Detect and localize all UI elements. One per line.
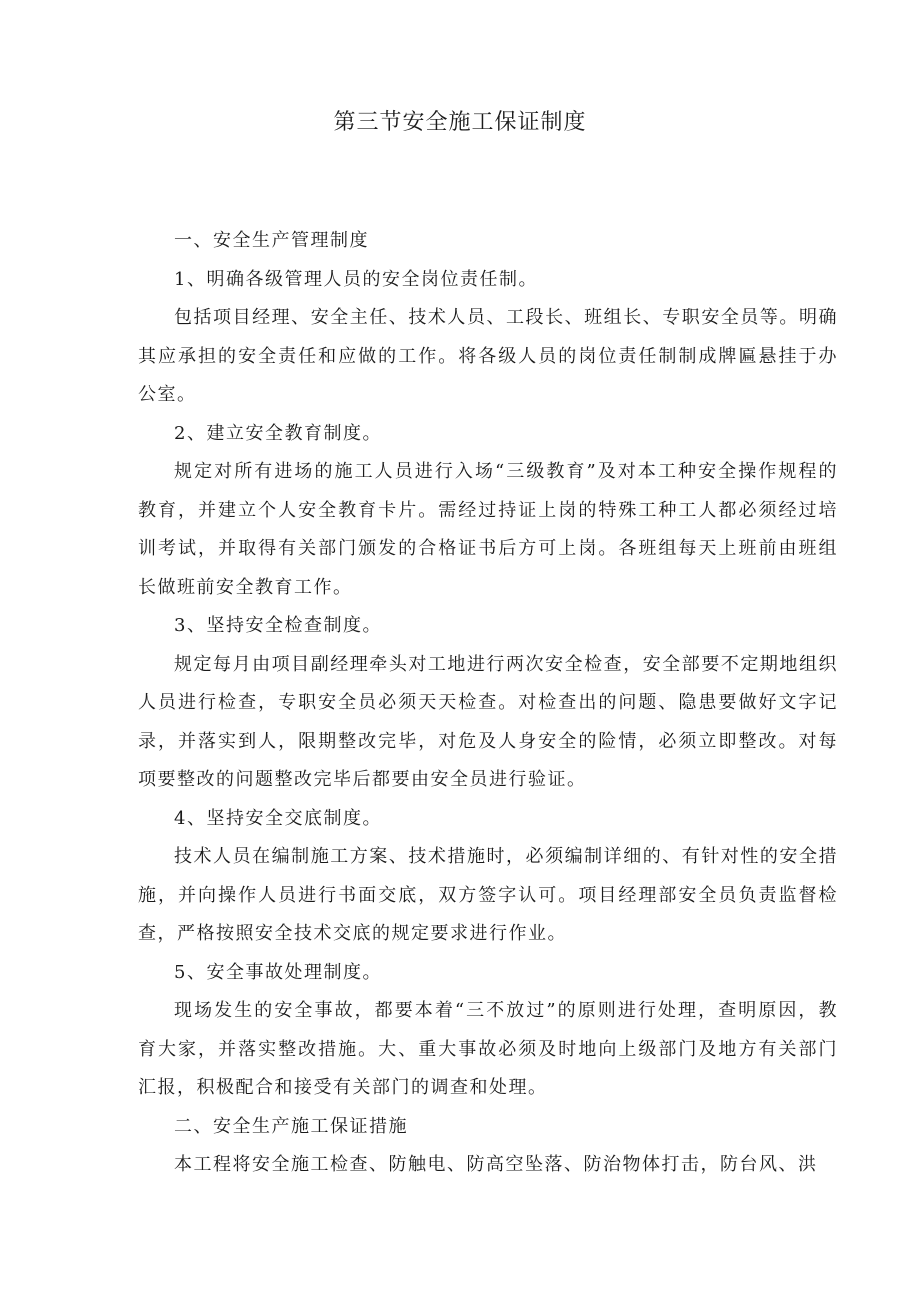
section-heading-2: 二、安全生产施工保证措施	[174, 1115, 408, 1137]
page-title: 第三节安全施工保证制度	[333, 110, 587, 135]
paragraph-accident: 现场发生的安全事故，都要本着“三不放过”的原则进行处理，查明原因，教育大家，并落实整改措施。大、重大事故必须及时地向上级部门及地方有关部门汇报，积极配合和接受有关部门的调查和处理。	[138, 1000, 838, 1098]
paragraph-briefing: 技术人员在编制施工方案、技术措施时，必须编制详细的、有针对性的安全措施，并向操作人员进行书面交底，双方签字认可。项目经理部安全员负责监督检查，严格按照安全技术交底的规定要求进行作业。	[138, 846, 838, 944]
document-body	[138, 222, 838, 1185]
item-heading-4: 4、坚持安全交底制度。	[174, 807, 382, 829]
section-heading-1: 一、安全生产管理制度	[174, 230, 369, 251]
item-heading-5: 5、安全事故处理制度。	[174, 961, 382, 983]
item-heading-1: 1、明确各级管理人员的安全岗位责任制。	[174, 268, 538, 290]
item-heading-3: 3、坚持安全检查制度。	[174, 615, 382, 636]
item-heading-2: 2、建立安全教育制度。	[174, 422, 382, 444]
paragraph-responsibility: 包括项目经理、安全主任、技术人员、工段长、班组长、专职安全员等。明确其应承担的安全责任和应做的工作。将各级人员的岗位责任制制成牌匾悬挂于办公室。	[138, 307, 838, 405]
paragraph-inspection: 规定每月由项目副经理牵头对工地进行两次安全检查，安全部要不定期地组织人员进行检查，专职安全员必须天天检查。对检查出的问题、隐患要做好文字记录，并落实到人，限期整改完毕，对危及人身安全的险情，必须立即整改。对每项要整改的问题整改完毕后都要由安全员进行验证。	[138, 653, 838, 790]
paragraph-measures: 本工程将安全施工检查、防触电、防高空坠落、防治物体打击，防台风、洪	[174, 1154, 818, 1175]
paragraph-education: 规定对所有进场的施工人员进行入场“三级教育”及对本工种安全操作规程的教育，并建立个人安全教育卡片。需经过持证上岗的特殊工种工人都必须经过培训考试，并取得有关部门颁发的合格证书后方可上岗。各班组每天上班前由班组长做班前安全教育工作。	[138, 461, 838, 598]
